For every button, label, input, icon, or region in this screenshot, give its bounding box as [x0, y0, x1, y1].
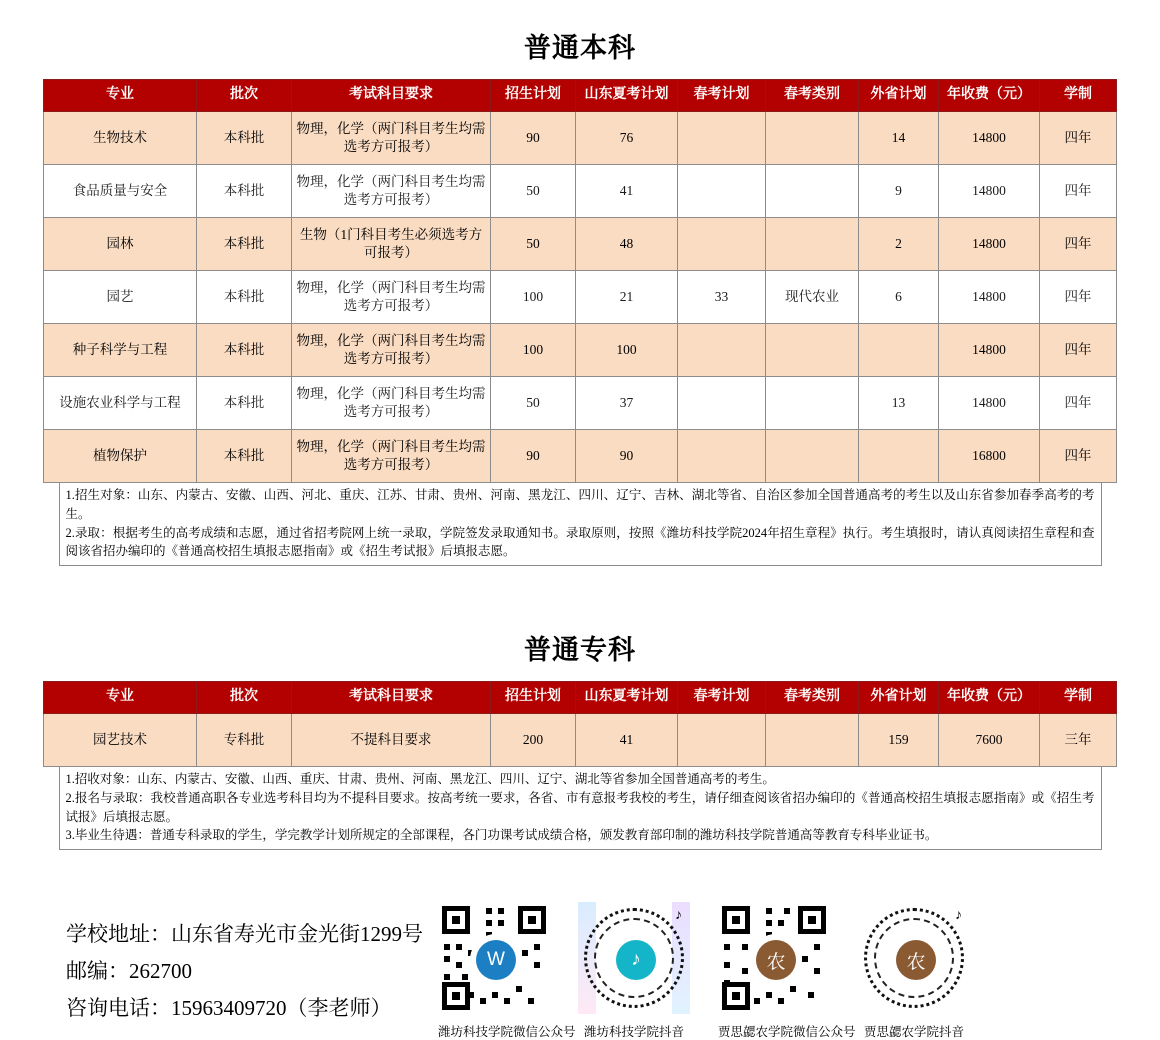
- col-spring-category: 春考类别: [766, 682, 859, 714]
- cell-plan-total: 100: [491, 271, 576, 324]
- undergraduate-plan-table: [43, 79, 1117, 483]
- note-line: 1.招收对象：山东、内蒙古、安徽、山西、重庆、甘肃、贵州、河南、黑龙江、四川、辽宁、湖北等省参加全国普通高考的考生。: [65, 772, 775, 786]
- cell-spring-category: [766, 714, 859, 767]
- cell-plan-total: 200: [491, 714, 576, 767]
- cell-spring-category: [766, 377, 859, 430]
- wechat-logo: W: [470, 934, 522, 986]
- postcode: 邮编：262700: [66, 958, 192, 983]
- table-header-row: [44, 80, 1117, 112]
- cell-tuition: 14800: [939, 324, 1040, 377]
- table-row: [44, 112, 1117, 165]
- table-row: [44, 324, 1117, 377]
- music-note-icon: ♪: [955, 908, 962, 923]
- cell-subject: 物理，化学（两门科目考生均需选考方可报考）: [292, 430, 491, 483]
- cell-major: 设施农业科学与工程: [44, 377, 197, 430]
- cell-duration: 三年: [1040, 714, 1117, 767]
- footer: [0, 902, 1160, 1040]
- cell-major: 园艺: [44, 271, 197, 324]
- cell-batch: 本科批: [197, 218, 292, 271]
- qr-item: [718, 902, 856, 1040]
- cell-spring-plan: [678, 324, 766, 377]
- cell-spring-plan: [678, 377, 766, 430]
- note-line: 2.录取：根据考生的高考成绩和志愿，通过省招考院网上统一录取，学院签发录取通知书。录取原则，按照《潍坊科技学院2024年招生章程》执行。考生填报时，请认真阅读招生章程和查阅该省招办编印的《普通高校招生填报志愿指南》或《招生考试报》后填报志愿。: [65, 525, 1095, 559]
- cell-major: 食品质量与安全: [44, 165, 197, 218]
- cell-subject: 生物（1门科目考生必须选考方可报考）: [292, 218, 491, 271]
- col-shandong-summer: 山东夏考计划: [576, 80, 678, 112]
- qr-item: [438, 902, 576, 1040]
- cell-shandong-summer: 21: [576, 271, 678, 324]
- qr-finder-icon: [722, 906, 750, 934]
- document-page: [0, 26, 1160, 1039]
- wechat-qr-icon: [718, 902, 830, 1014]
- col-other-provinces: 外省计划: [859, 80, 939, 112]
- section-title-vocational: 普通专科: [524, 635, 636, 665]
- cell-subject: 物理，化学（两门科目考生均需选考方可报考）: [292, 112, 491, 165]
- note-line: 3.毕业生待遇：普通专科录取的学生，学完教学计划所规定的全部课程，各门功课考试成绩合格，颁发教育部印制的潍坊科技学院普通高等教育专科毕业证书。: [65, 828, 938, 843]
- cell-plan-total: 100: [491, 324, 576, 377]
- cell-subject: 物理，化学（两门科目考生均需选考方可报考）: [292, 165, 491, 218]
- cell-spring-category: [766, 112, 859, 165]
- douyin-qr-icon: [858, 902, 970, 1014]
- col-major: 专业: [44, 80, 197, 112]
- cell-duration: 四年: [1040, 271, 1117, 324]
- table-row: [44, 430, 1117, 483]
- cell-spring-plan: [678, 165, 766, 218]
- cell-other-provinces: 13: [859, 377, 939, 430]
- cell-plan-total: 90: [491, 112, 576, 165]
- cell-duration: 四年: [1040, 165, 1117, 218]
- col-plan-total: 招生计划: [491, 80, 576, 112]
- vocational-notes: [59, 767, 1102, 850]
- wechat-qr-icon: [438, 902, 550, 1014]
- table-row: [44, 377, 1117, 430]
- cell-shandong-summer: 37: [576, 377, 678, 430]
- cell-shandong-summer: 48: [576, 218, 678, 271]
- qr-caption: 贾思勰农学院抖音: [863, 1025, 964, 1039]
- cell-batch: 本科批: [197, 165, 292, 218]
- school-address: 学校地址：山东省寿光市金光街1299号: [66, 922, 423, 946]
- douyin-logo: 农: [890, 934, 942, 986]
- col-other-provinces: 外省计划: [859, 682, 939, 714]
- phone: 咨询电话：15963409720（李老师）: [66, 995, 392, 1020]
- col-subject-requirement: 考试科目要求: [292, 682, 491, 714]
- cell-spring-category: [766, 324, 859, 377]
- qr-finder-icon: [442, 906, 470, 934]
- note-line: 1.招生对象：山东、内蒙古、安徽、山西、河北、重庆、江苏、甘肃、贵州、河南、黑龙江、四川、辽宁、吉林、湖北等省、自治区参加全国普通高考的考生以及山东省参加春季高考的考生。: [65, 488, 1095, 521]
- cell-batch: 本科批: [197, 112, 292, 165]
- cell-spring-plan: 33: [678, 271, 766, 324]
- douyin-qr-icon: [578, 902, 690, 1014]
- wechat-logo: 农: [750, 934, 802, 986]
- cell-tuition: 16800: [939, 430, 1040, 483]
- cell-tuition: 14800: [939, 271, 1040, 324]
- col-duration: 学制: [1040, 682, 1117, 714]
- col-tuition: 年收费（元）: [939, 682, 1040, 714]
- cell-other-provinces: 14: [859, 112, 939, 165]
- cell-batch: 本科批: [197, 324, 292, 377]
- cell-other-provinces: 9: [859, 165, 939, 218]
- col-plan-total: 招生计划: [491, 682, 576, 714]
- qr-code-row: [438, 902, 970, 1040]
- cell-duration: 四年: [1040, 112, 1117, 165]
- cell-other-provinces: [859, 324, 939, 377]
- cell-tuition: 14800: [939, 377, 1040, 430]
- section-title-undergraduate: 普通本科: [524, 33, 636, 63]
- contact-block: [66, 902, 438, 1026]
- cell-subject: 不提科目要求: [292, 714, 491, 767]
- qr-caption: 贾思勰农学院微信公众号: [718, 1025, 856, 1039]
- col-shandong-summer: 山东夏考计划: [576, 682, 678, 714]
- cell-spring-plan: [678, 112, 766, 165]
- col-spring-plan: 春考计划: [678, 682, 766, 714]
- undergraduate-notes: [59, 483, 1102, 566]
- col-duration: 学制: [1040, 80, 1117, 112]
- cell-shandong-summer: 100: [576, 324, 678, 377]
- douyin-logo: ♪: [610, 934, 662, 986]
- qr-finder-icon: [722, 982, 750, 1010]
- qr-item: [858, 902, 970, 1040]
- table-row: [44, 165, 1117, 218]
- cell-subject: 物理，化学（两门科目考生均需选考方可报考）: [292, 324, 491, 377]
- vocational-plan-table: [43, 681, 1117, 767]
- cell-tuition: 14800: [939, 112, 1040, 165]
- cell-spring-category: [766, 218, 859, 271]
- qr-caption: 潍坊科技学院微信公众号: [438, 1025, 576, 1039]
- cell-spring-plan: [678, 714, 766, 767]
- section-gap: [0, 566, 1160, 628]
- col-major: 专业: [44, 682, 197, 714]
- cell-other-provinces: 6: [859, 271, 939, 324]
- cell-batch: 本科批: [197, 377, 292, 430]
- table-header-row: [44, 682, 1117, 714]
- cell-plan-total: 50: [491, 218, 576, 271]
- col-spring-category: 春考类别: [766, 80, 859, 112]
- cell-major: 种子科学与工程: [44, 324, 197, 377]
- music-note-icon: ♪: [675, 908, 682, 923]
- table-row: [44, 271, 1117, 324]
- cell-shandong-summer: 41: [576, 714, 678, 767]
- qr-item: [578, 902, 690, 1040]
- cell-plan-total: 50: [491, 165, 576, 218]
- cell-other-provinces: [859, 430, 939, 483]
- cell-duration: 四年: [1040, 218, 1117, 271]
- table-row: [44, 714, 1117, 767]
- cell-plan-total: 50: [491, 377, 576, 430]
- cell-shandong-summer: 41: [576, 165, 678, 218]
- cell-tuition: 14800: [939, 218, 1040, 271]
- cell-major: 生物技术: [44, 112, 197, 165]
- cell-duration: 四年: [1040, 430, 1117, 483]
- col-tuition: 年收费（元）: [939, 80, 1040, 112]
- cell-subject: 物理，化学（两门科目考生均需选考方可报考）: [292, 377, 491, 430]
- cell-batch: 本科批: [197, 271, 292, 324]
- cell-spring-plan: [678, 218, 766, 271]
- qr-caption: 潍坊科技学院抖音: [583, 1025, 684, 1039]
- col-batch: 批次: [197, 682, 292, 714]
- cell-plan-total: 90: [491, 430, 576, 483]
- qr-finder-icon: [798, 906, 826, 934]
- cell-duration: 四年: [1040, 324, 1117, 377]
- cell-major: 植物保护: [44, 430, 197, 483]
- cell-spring-category: 现代农业: [766, 271, 859, 324]
- cell-batch: 本科批: [197, 430, 292, 483]
- cell-spring-category: [766, 165, 859, 218]
- col-spring-plan: 春考计划: [678, 80, 766, 112]
- table-row: [44, 218, 1117, 271]
- col-subject-requirement: 考试科目要求: [292, 80, 491, 112]
- cell-subject: 物理，化学（两门科目考生均需选考方可报考）: [292, 271, 491, 324]
- qr-finder-icon: [442, 982, 470, 1010]
- note-line: 2.报名与录取：我校普通高职各专业选考科目均为不提科目要求。按高考统一要求，各省、市有意报考我校的考生，请仔细查阅该省招办编印的《普通高校招生填报志愿指南》或《招生考试报》后填报志愿。: [65, 790, 1095, 824]
- cell-spring-plan: [678, 430, 766, 483]
- cell-other-provinces: 2: [859, 218, 939, 271]
- cell-batch: 专科批: [197, 714, 292, 767]
- cell-other-provinces: 159: [859, 714, 939, 767]
- cell-tuition: 7600: [939, 714, 1040, 767]
- cell-spring-category: [766, 430, 859, 483]
- cell-tuition: 14800: [939, 165, 1040, 218]
- col-batch: 批次: [197, 80, 292, 112]
- cell-shandong-summer: 90: [576, 430, 678, 483]
- cell-major: 园艺技术: [44, 714, 197, 767]
- cell-shandong-summer: 76: [576, 112, 678, 165]
- cell-duration: 四年: [1040, 377, 1117, 430]
- qr-finder-icon: [518, 906, 546, 934]
- cell-major: 园林: [44, 218, 197, 271]
